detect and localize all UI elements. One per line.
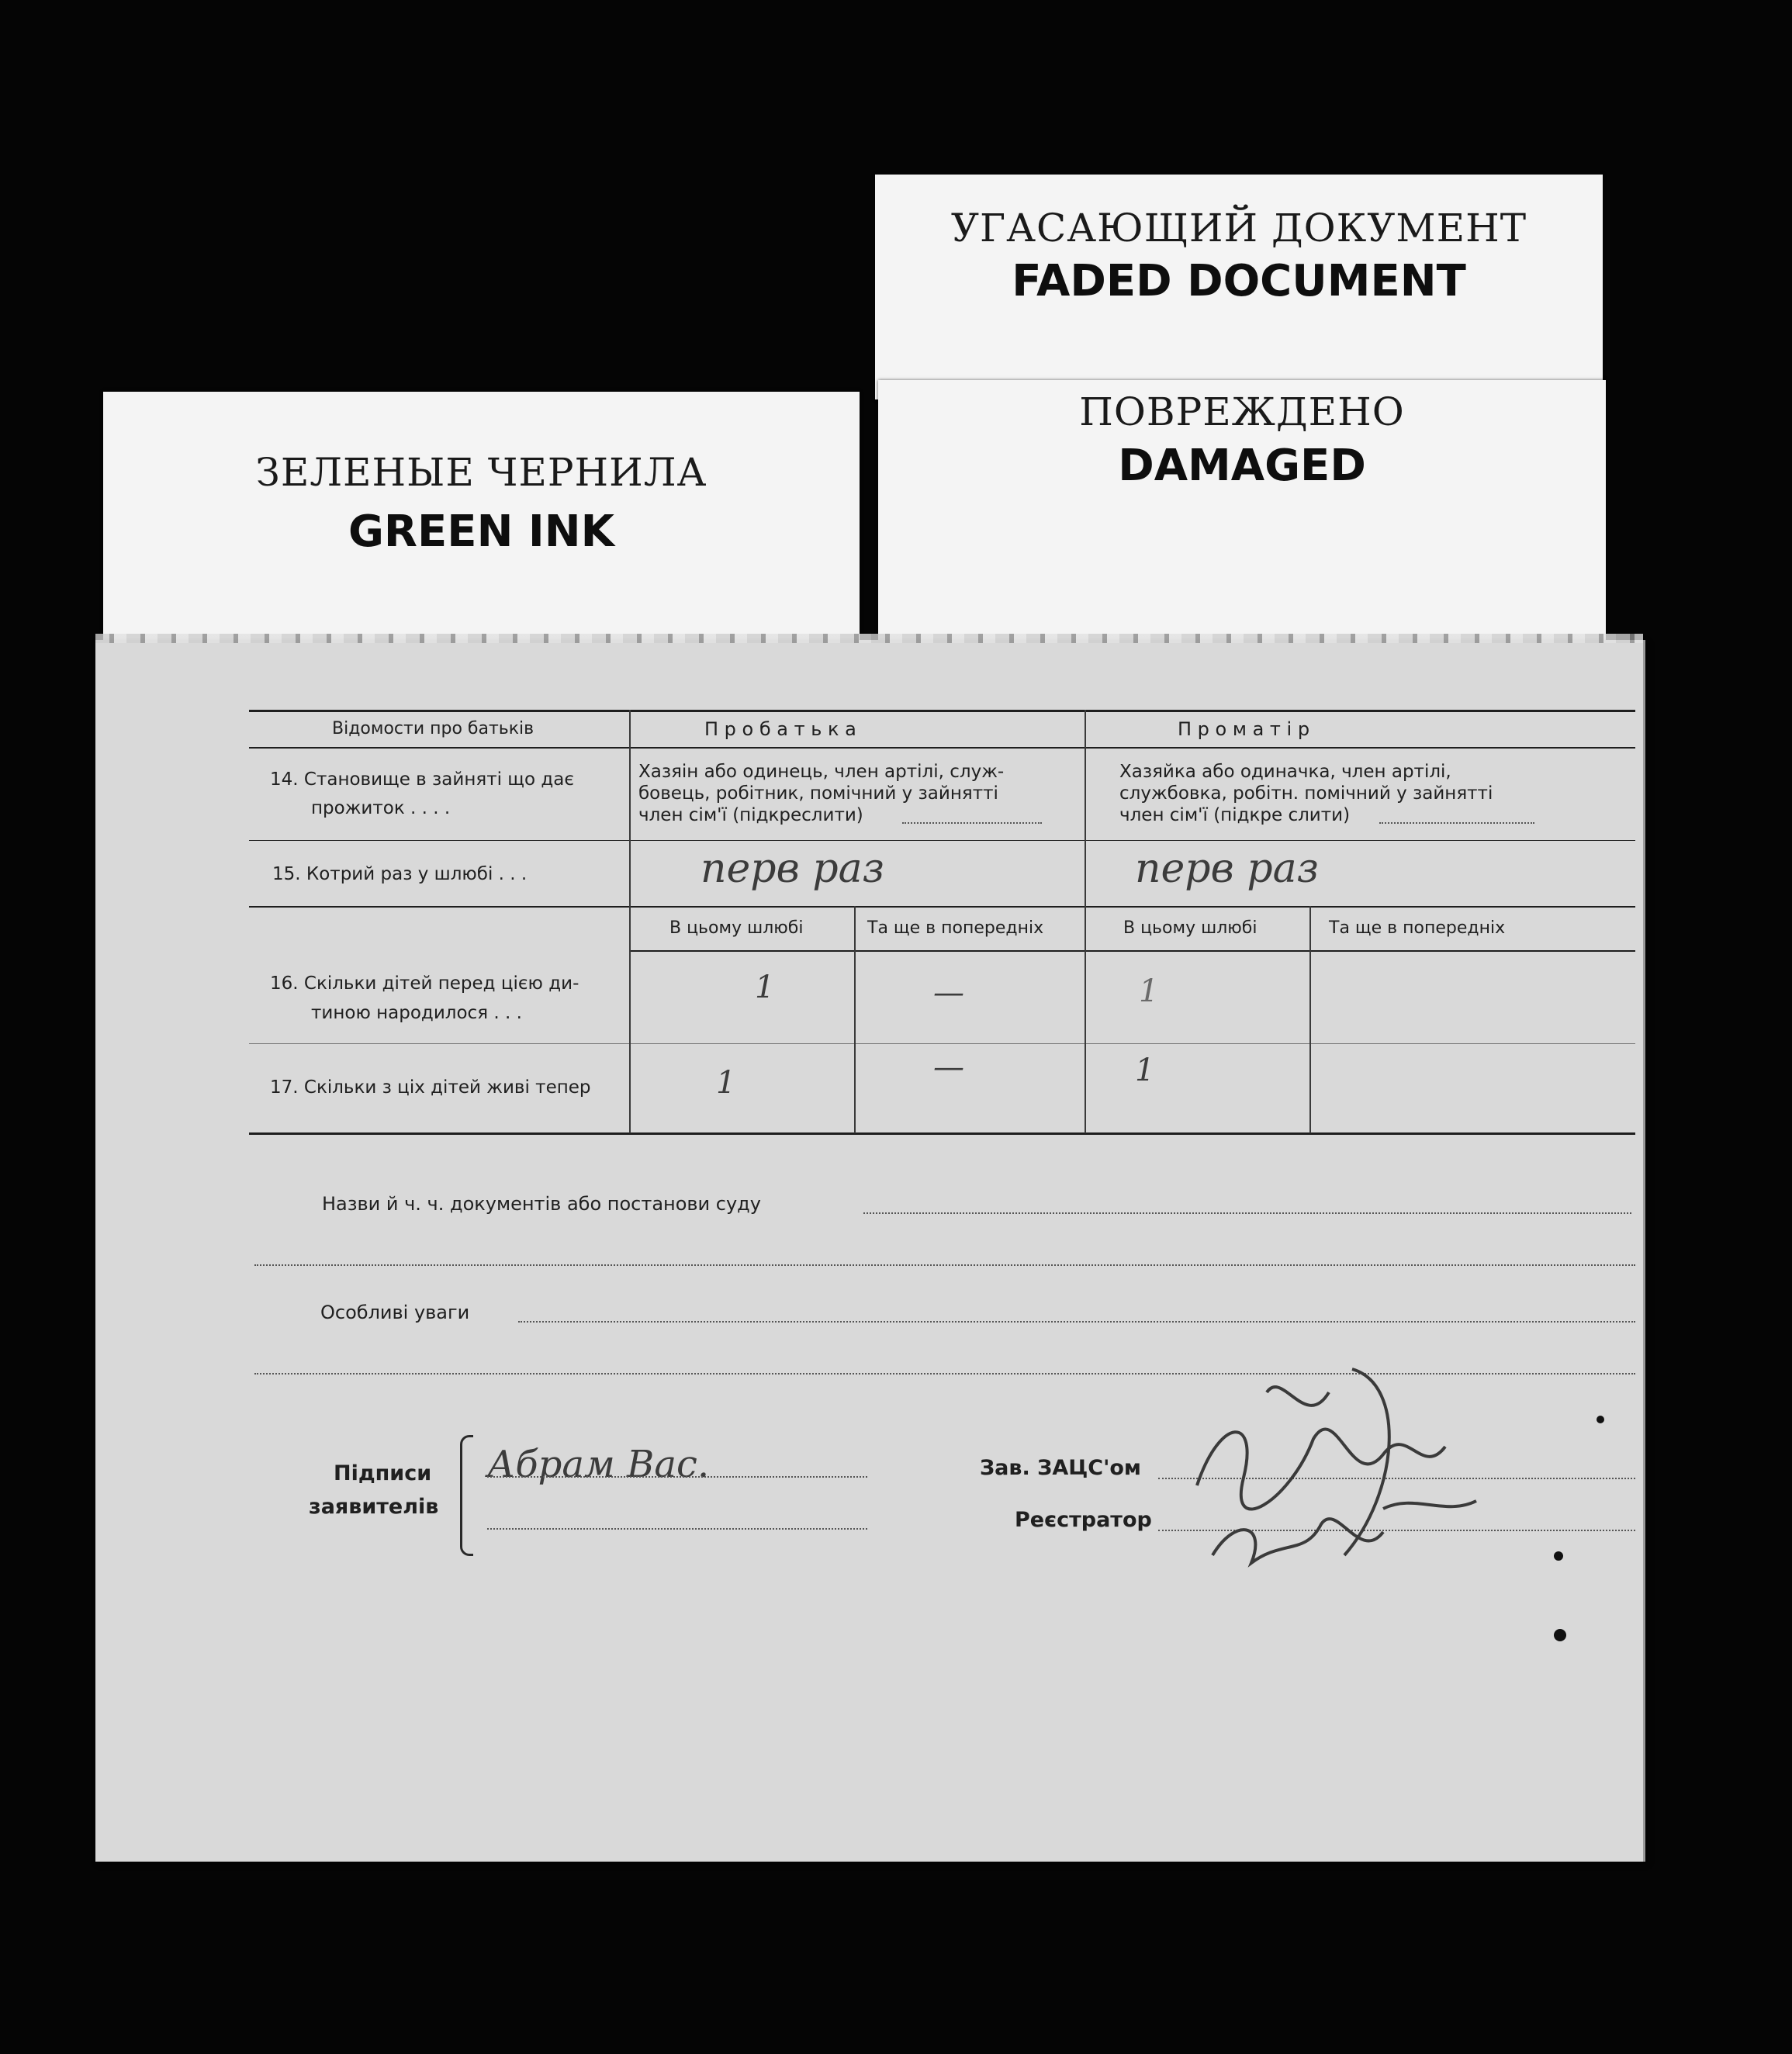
row14-mother-2: службовка, робітн. помічний у зайнятті	[1119, 783, 1493, 804]
row16-father-prev: —	[933, 975, 964, 1011]
row14-father-2: бовець, робітник, помічний у зайнятті	[638, 783, 998, 804]
table-bottom-rule	[249, 1132, 1635, 1135]
signatures-brace	[460, 1435, 473, 1556]
row16-mother-this: 1	[1139, 973, 1159, 1009]
row15-mother-value: перв раз	[1135, 845, 1319, 892]
signature-line-1	[487, 1476, 867, 1478]
row16-rule	[249, 1043, 1635, 1044]
row14-label-2: прожиток . . . .	[311, 798, 451, 818]
slip-ru-text: ПОВРЕЖДЕНО	[1079, 389, 1405, 434]
subheader-rule	[631, 950, 1635, 952]
punch-hole	[1554, 1629, 1566, 1641]
applicant-signature: Абрам Вас.	[487, 1443, 710, 1486]
row17-mother-this: 1	[1135, 1053, 1155, 1088]
header-info: Відомости про батьків	[332, 719, 534, 738]
row14-father-1: Хазяін або одинець, член артілі, служ-	[638, 762, 1005, 782]
signatures-label-2: заявителів	[309, 1495, 439, 1519]
official-signatures-scribble	[1150, 1323, 1523, 1602]
row14-label-1: 14. Становище в зайняті що дає	[270, 769, 574, 790]
row14-father-3: член сім'ї (підкреслити)	[638, 805, 863, 825]
col-divider-father-sub	[854, 906, 856, 1133]
col-divider-info	[629, 710, 631, 1133]
documents-line	[863, 1212, 1631, 1214]
row15-rule	[249, 906, 1635, 908]
green-ink-slip	[103, 392, 860, 659]
table-top-rule	[249, 710, 1635, 712]
table-header-rule	[249, 747, 1635, 749]
col-divider-parents	[1085, 710, 1086, 1133]
row17-label: 17. Скільки з ціх дітей живі тепер	[270, 1077, 591, 1098]
subheader-previous-mother: Та ще в попередніх	[1329, 918, 1506, 938]
remarks-label: Особливі уваги	[320, 1302, 470, 1323]
slip-ru-text: УГАСАЮЩИЙ ДОКУМЕНТ	[950, 206, 1527, 251]
row16-label-1: 16. Скільки дітей перед цією ди-	[270, 973, 579, 994]
torn-edge	[95, 634, 1643, 643]
row15-label: 15. Котрий раз у шлюбі . . .	[272, 864, 528, 884]
signatures-label-1: Підписи	[334, 1461, 432, 1485]
row15-father-value: перв раз	[701, 845, 884, 892]
row16-label-2: тиною народилося . . .	[311, 1003, 522, 1023]
signature-line-2	[487, 1528, 867, 1530]
head-label: Зав. ЗАЦС'ом	[980, 1456, 1141, 1480]
dotted-line	[902, 822, 1042, 824]
punch-hole	[1554, 1551, 1563, 1561]
dotted-line	[1379, 822, 1534, 824]
registry-form-page	[95, 640, 1645, 1862]
slip-ru-text: ЗЕЛЕНЫЕ ЧЕРНИЛА	[255, 450, 707, 495]
row17-father-prev: —	[933, 1049, 964, 1085]
slip-en-text: FADED DOCUMENT	[1012, 256, 1466, 306]
damaged-slip	[878, 380, 1606, 648]
row14-mother-3: член сім'ї (підкре слити)	[1119, 805, 1351, 825]
documents-label: Назви й ч. ч. документів або постанови суду	[322, 1193, 761, 1215]
header-mother: П р о м а т і р	[1178, 718, 1310, 740]
slip-en-text: DAMAGED	[1118, 441, 1366, 491]
documents-line-2	[254, 1264, 1635, 1266]
row14-mother-1: Хазяйка або одиначка, член артілі,	[1119, 762, 1451, 782]
row14-rule	[249, 840, 1635, 841]
row17-father-this: 1	[716, 1065, 736, 1101]
header-father: П р о б а т ь к а	[704, 718, 856, 740]
registrar-label: Реєстратор	[1015, 1508, 1152, 1532]
faded-document-slip	[875, 175, 1603, 399]
row16-father-this: 1	[755, 970, 775, 1005]
col-divider-mother-sub	[1309, 906, 1311, 1133]
subheader-this-marriage-father: В цьому шлюбі	[669, 918, 804, 938]
subheader-this-marriage-mother: В цьому шлюбі	[1123, 918, 1258, 938]
punch-hole	[1597, 1416, 1604, 1423]
slip-en-text: GREEN INK	[348, 507, 615, 557]
subheader-previous-father: Та ще в попередніх	[867, 918, 1044, 938]
